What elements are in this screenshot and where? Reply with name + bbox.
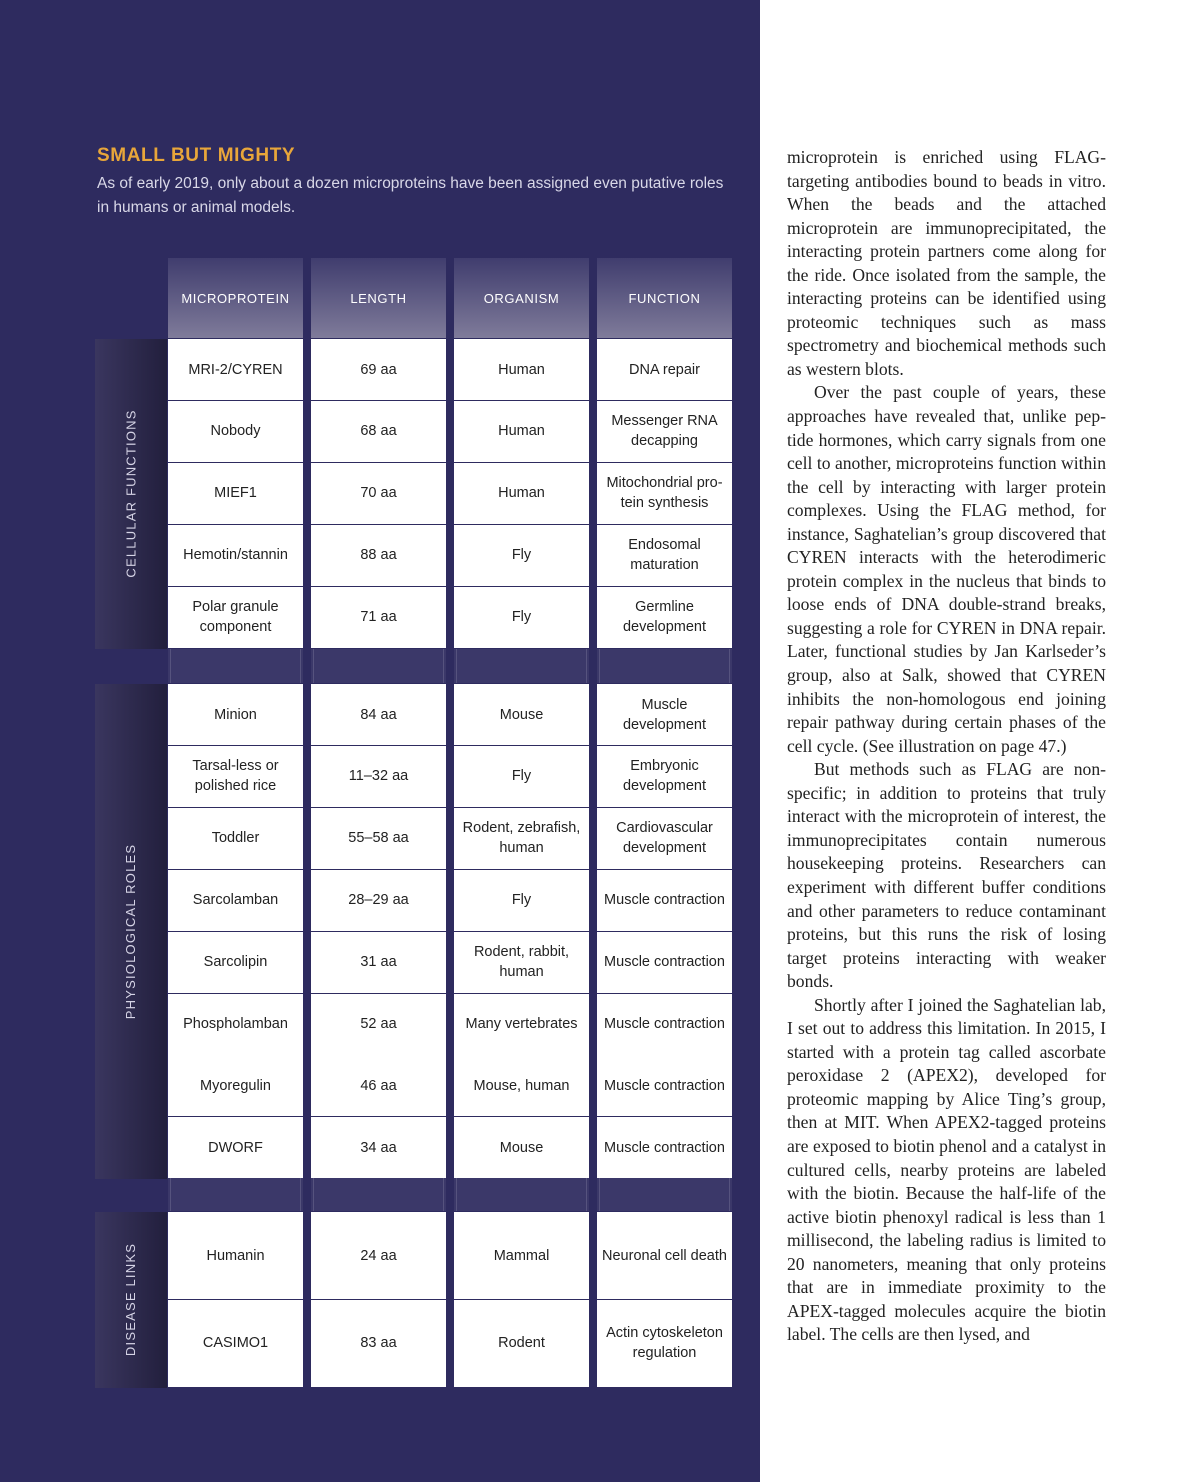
table-cell-microprotein: Phospholamban (168, 994, 303, 1055)
table-cell-organism: Rodent, rabbit, human (454, 932, 589, 993)
group-label-wrap (95, 339, 167, 649)
group-spacer (168, 649, 303, 683)
column-divider (599, 649, 600, 683)
table-cell-organism: Fly (454, 525, 589, 586)
article-body (787, 146, 1106, 1347)
table-cell-function: Cardiovascular development (597, 808, 732, 869)
column-header-length: LENGTH (311, 258, 446, 338)
table-cell-microprotein: Polar granule component (168, 587, 303, 648)
table-cell-organism: Fly (454, 746, 589, 807)
table-cell-length: 55–58 aa (311, 808, 446, 869)
table-cell-organism: Fly (454, 870, 589, 931)
column-divider (313, 1178, 314, 1211)
table-cell-organism: Rodent (454, 1300, 589, 1387)
column-divider (443, 649, 444, 683)
group-spacer (311, 649, 446, 683)
table-cell-microprotein: Myoregulin (168, 1055, 303, 1116)
table-cell-length: 24 aa (311, 1212, 446, 1299)
table-cell-function: Muscle contraction (597, 932, 732, 993)
column-header-organism: ORGANISM (454, 258, 589, 338)
sidebar-title: SMALL BUT MIGHTY (97, 145, 296, 166)
table-cell-organism: Human (454, 401, 589, 462)
table-cell-organism: Mouse, human (454, 1055, 589, 1116)
table-cell-length: 11–32 aa (311, 746, 446, 807)
group-spacer (311, 1178, 446, 1211)
column-divider (170, 649, 171, 683)
group-label: PHYSIOLOGICAL ROLES (123, 843, 139, 1020)
sidebar-subtitle: As of early 2019, only about a dozen microproteins have been assigned even putative roles in humans or animal models. (97, 175, 724, 216)
table-cell-function: Neuronal cell death (597, 1212, 732, 1299)
table-cell-microprotein: Toddler (168, 808, 303, 869)
column-divider (456, 1178, 457, 1211)
table-cell-organism: Rodent, zebrafish, human (454, 808, 589, 869)
table-cell-organism: Mouse (454, 1117, 589, 1178)
table-cell-function: Germline development (597, 587, 732, 648)
column-header-function: FUNCTION (597, 258, 732, 338)
table-cell-microprotein: MIEF1 (168, 463, 303, 524)
table-cell-function: Muscle contraction (597, 994, 732, 1055)
column-divider (170, 1178, 171, 1211)
table-cell-organism: Mammal (454, 1212, 589, 1299)
table-cell-length: 69 aa (311, 339, 446, 400)
column-divider (586, 1178, 587, 1211)
table-cell-length: 46 aa (311, 1055, 446, 1116)
table-cell-microprotein: Sarcolipin (168, 932, 303, 993)
column-divider (300, 1178, 301, 1211)
table-cell-function: Mitochondrial pro-tein synthesis (597, 463, 732, 524)
group-spacer (597, 649, 732, 683)
table-cell-length: 52 aa (311, 994, 446, 1055)
table-cell-microprotein: MRI-2/CYREN (168, 339, 303, 400)
article-paragraph: Shortly after I joined the Saghatelian lab, I set out to address this limitation. In 2015, I started with a protein tag called ascorbate peroxidase 2 (APEX2), developed for proteomic mapping by Alice Ting’s group, then at MIT. When APEX2-tagged proteins are exposed to biotin phenol and a catalyst in cultured cells, nearby proteins are labeled with the biotin. Because the half-life of the active biotin phenoxyl radical is less than 1 millisecond, the labeling radius is limited to 20 nanometers, meaning that only proteins that are in immediate proximity to the APEX-tagged molecules acquire the biotin label. The cells are then lysed, and (787, 994, 1106, 1345)
column-divider (586, 649, 587, 683)
group-spacer (168, 1178, 303, 1211)
table-cell-function: Muscle development (597, 684, 732, 745)
table-cell-length: 88 aa (311, 525, 446, 586)
column-divider (456, 649, 457, 683)
table-cell-function: Messenger RNA decapping (597, 401, 732, 462)
article-paragraph: microprotein is enriched using FLAG-targeting antibodies bound to beads in vitro. When the beads and the attached microprotein are immunoprecipitated, the interacting protein partners come along for the ride. Once isolated from the sample, the interacting proteins can be identified using proteomic techniques such as mass spectrometry and biochemical methods such as western blots. (787, 147, 1106, 379)
group-label: DISEASE LINKS (123, 1243, 139, 1357)
column-divider (729, 1178, 730, 1211)
group-label: CELLULAR FUNCTIONS (123, 409, 139, 578)
table-cell-function: Muscle contraction (597, 1055, 732, 1116)
table-cell-microprotein: Hemotin/stannin (168, 525, 303, 586)
table-cell-organism: Mouse (454, 684, 589, 745)
table-cell-function: Actin cytoskeleton regulation (597, 1300, 732, 1387)
column-divider (729, 649, 730, 683)
table-cell-length: 28–29 aa (311, 870, 446, 931)
column-divider (300, 649, 301, 683)
article-paragraph: Over the past couple of years, these approaches have revealed that, unlike peptide hormones, which carry signals from one cell to another, microproteins function within the cell by interacting with larger protein complexes. Using the FLAG method, for instance, Saghatelian’s group discovered that CYREN interacts with the heterodimeric protein complex in the nucleus that binds to loose ends of DNA double-strand breaks, suggesting a role for CYREN in DNA repair. Later, functional studies by Jan Karlseder’s group, also at Salk, showed that CYREN inhibits the non-homologous end joining repair pathway during certain phases of the cell cycle. (See illustration on page 47.) (787, 382, 1106, 756)
table-cell-microprotein: DWORF (168, 1117, 303, 1178)
table-cell-length: 84 aa (311, 684, 446, 745)
group-label-wrap (95, 1212, 167, 1388)
table-cell-length: 31 aa (311, 932, 446, 993)
table-cell-length: 70 aa (311, 463, 446, 524)
table-cell-organism: Human (454, 463, 589, 524)
table-cell-microprotein: Minion (168, 684, 303, 745)
column-divider (313, 649, 314, 683)
table-cell-microprotein: Tarsal-less or polished rice (168, 746, 303, 807)
table-cell-microprotein: Humanin (168, 1212, 303, 1299)
table-cell-function: Endosomal maturation (597, 525, 732, 586)
table-cell-length: 83 aa (311, 1300, 446, 1387)
table-cell-function: DNA repair (597, 339, 732, 400)
column-divider (443, 1178, 444, 1211)
group-label-wrap (95, 684, 167, 1179)
table-cell-organism: Human (454, 339, 589, 400)
table-cell-function: Embryonic development (597, 746, 732, 807)
table-cell-function: Muscle contraction (597, 870, 732, 931)
table-cell-organism: Fly (454, 587, 589, 648)
article-paragraph: But methods such as FLAG are nonspecific; in addition to proteins that truly interact with the microprotein of interest, the immunoprecipitates contain numerous housekeeping proteins. Researchers can experiment with different buffer conditions and other parameters to reduce contaminant proteins, but this runs the risk of losing target proteins interacting with weaker bonds. (787, 759, 1106, 992)
group-spacer (454, 649, 589, 683)
column-divider (599, 1178, 600, 1211)
table-cell-length: 71 aa (311, 587, 446, 648)
table-cell-function: Muscle contraction (597, 1117, 732, 1178)
group-spacer (597, 1178, 732, 1211)
column-header-microprotein: MICROPROTEIN (168, 258, 303, 338)
table-cell-microprotein: CASIMO1 (168, 1300, 303, 1387)
group-spacer (454, 1178, 589, 1211)
table-cell-organism: Many vertebrates (454, 994, 589, 1055)
table-cell-microprotein: Sarcolamban (168, 870, 303, 931)
table-cell-length: 34 aa (311, 1117, 446, 1178)
table-cell-length: 68 aa (311, 401, 446, 462)
table-cell-microprotein: Nobody (168, 401, 303, 462)
